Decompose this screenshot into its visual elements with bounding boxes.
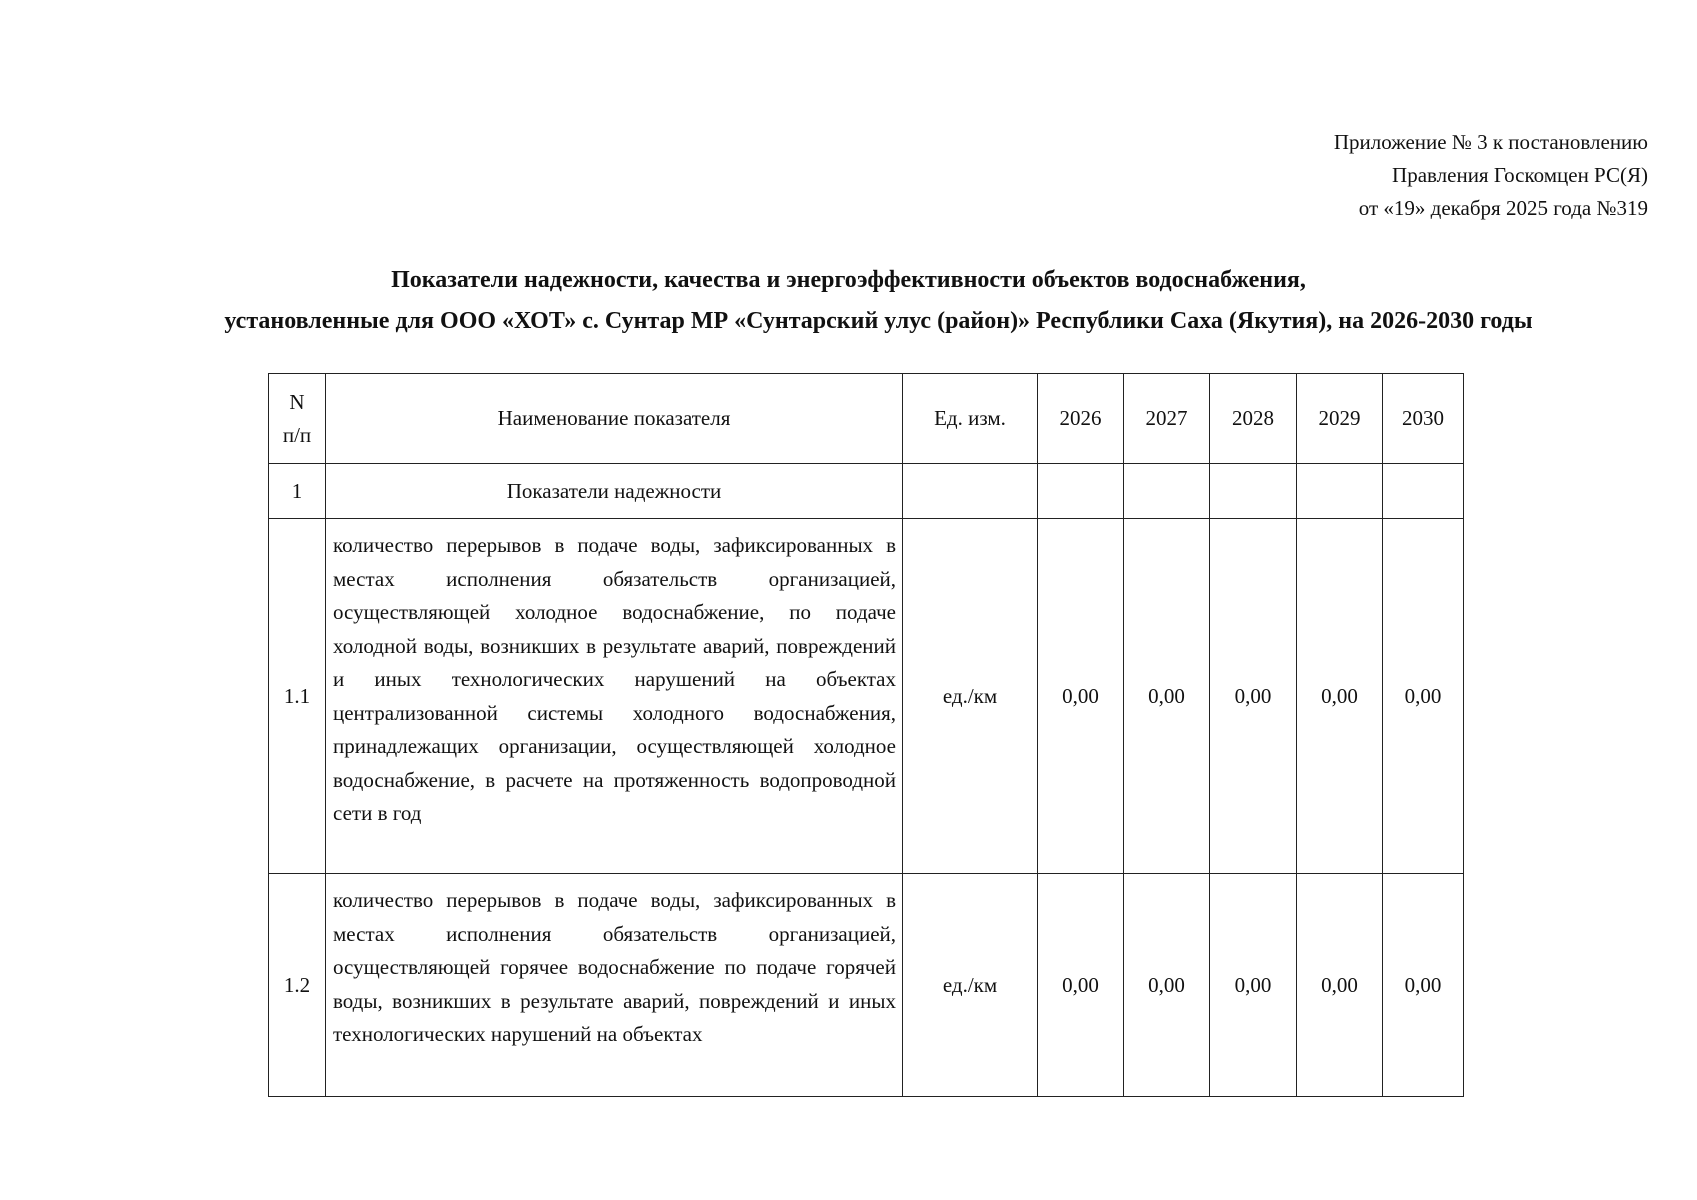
table-header-row: [269, 374, 1464, 464]
section-value-empty: [1297, 464, 1383, 519]
row-name: [326, 874, 903, 1097]
row-value: 0,00: [1383, 874, 1464, 1097]
row-value: 0,00: [1038, 519, 1124, 874]
header-year-2026: 2026: [1038, 374, 1124, 464]
header-num-line-2: п/п: [282, 422, 312, 447]
header-year-2028: 2028: [1210, 374, 1297, 464]
header-year-2030: 2030: [1383, 374, 1464, 464]
section-value-empty: [1210, 464, 1297, 519]
appendix-note: [1334, 126, 1648, 225]
title-line-1: Показатели надежности, качества и энергоэффективности объектов водоснабжения,: [391, 267, 1306, 293]
section-num: 1: [269, 464, 326, 519]
row-value: 0,00: [1297, 874, 1383, 1097]
row-name-text: количество перерывов в подаче воды, зафиксированных в местах исполнения обязательств организацией, осуществляющей горячее водоснабжение по подаче горячей воды, возникших в результате аварий, повреждений и иных технологических нарушений на объектах: [333, 888, 896, 1046]
header-year-2027: 2027: [1124, 374, 1210, 464]
row-unit: ед./км: [903, 874, 1038, 1097]
document-title: [0, 260, 1697, 342]
section-value-empty: [1038, 464, 1124, 519]
row-num: 1.1: [269, 519, 326, 874]
row-value: 0,00: [1297, 519, 1383, 874]
section-row: [269, 464, 1464, 519]
table-row: [269, 519, 1464, 874]
row-value: 0,00: [1124, 874, 1210, 1097]
section-name: Показатели надежности: [326, 464, 903, 519]
header-year-2029: 2029: [1297, 374, 1383, 464]
title-line-2: установленные для ООО «ХОТ» с. Сунтар МР «Сунтарский улус (район)» Республики Саха (Якутия), на 2026-2030 годы: [224, 308, 1533, 334]
row-value: 0,00: [1383, 519, 1464, 874]
row-unit: ед./км: [903, 519, 1038, 874]
section-unit-empty: [903, 464, 1038, 519]
header-name: Наименование показателя: [326, 374, 903, 464]
row-value: 0,00: [1210, 519, 1297, 874]
table-row: [269, 874, 1464, 1097]
appendix-line-1: Приложение № 3 к постановлению: [1333, 130, 1648, 154]
row-value: 0,00: [1038, 874, 1124, 1097]
section-value-empty: [1124, 464, 1210, 519]
appendix-line-3: от «19» декабря 2025 года №319: [1358, 196, 1648, 220]
row-value: 0,00: [1210, 874, 1297, 1097]
section-value-empty: [1383, 464, 1464, 519]
header-unit: Ед. изм.: [903, 374, 1038, 464]
header-num: [269, 374, 326, 464]
row-num: 1.2: [269, 874, 326, 1097]
row-name: количество перерывов в подаче воды, зафиксированных в местах исполнения обязательств организацией, осуществляющей холодное водоснабжение, по подаче холодной воды, возникших в результате аварий, повреждений и иных технологических нарушений на объектах централизованной системы холодного водоснабжения, принадлежащих организации, осуществляющей холодное водоснабжение, в расчете на протяженность водопроводной сети в год: [326, 519, 903, 874]
header-num-line-1: N: [289, 389, 305, 414]
indicators-table: [268, 373, 1464, 1097]
appendix-line-2: Правления Госкомцен РС(Я): [1392, 163, 1648, 187]
row-value: 0,00: [1124, 519, 1210, 874]
